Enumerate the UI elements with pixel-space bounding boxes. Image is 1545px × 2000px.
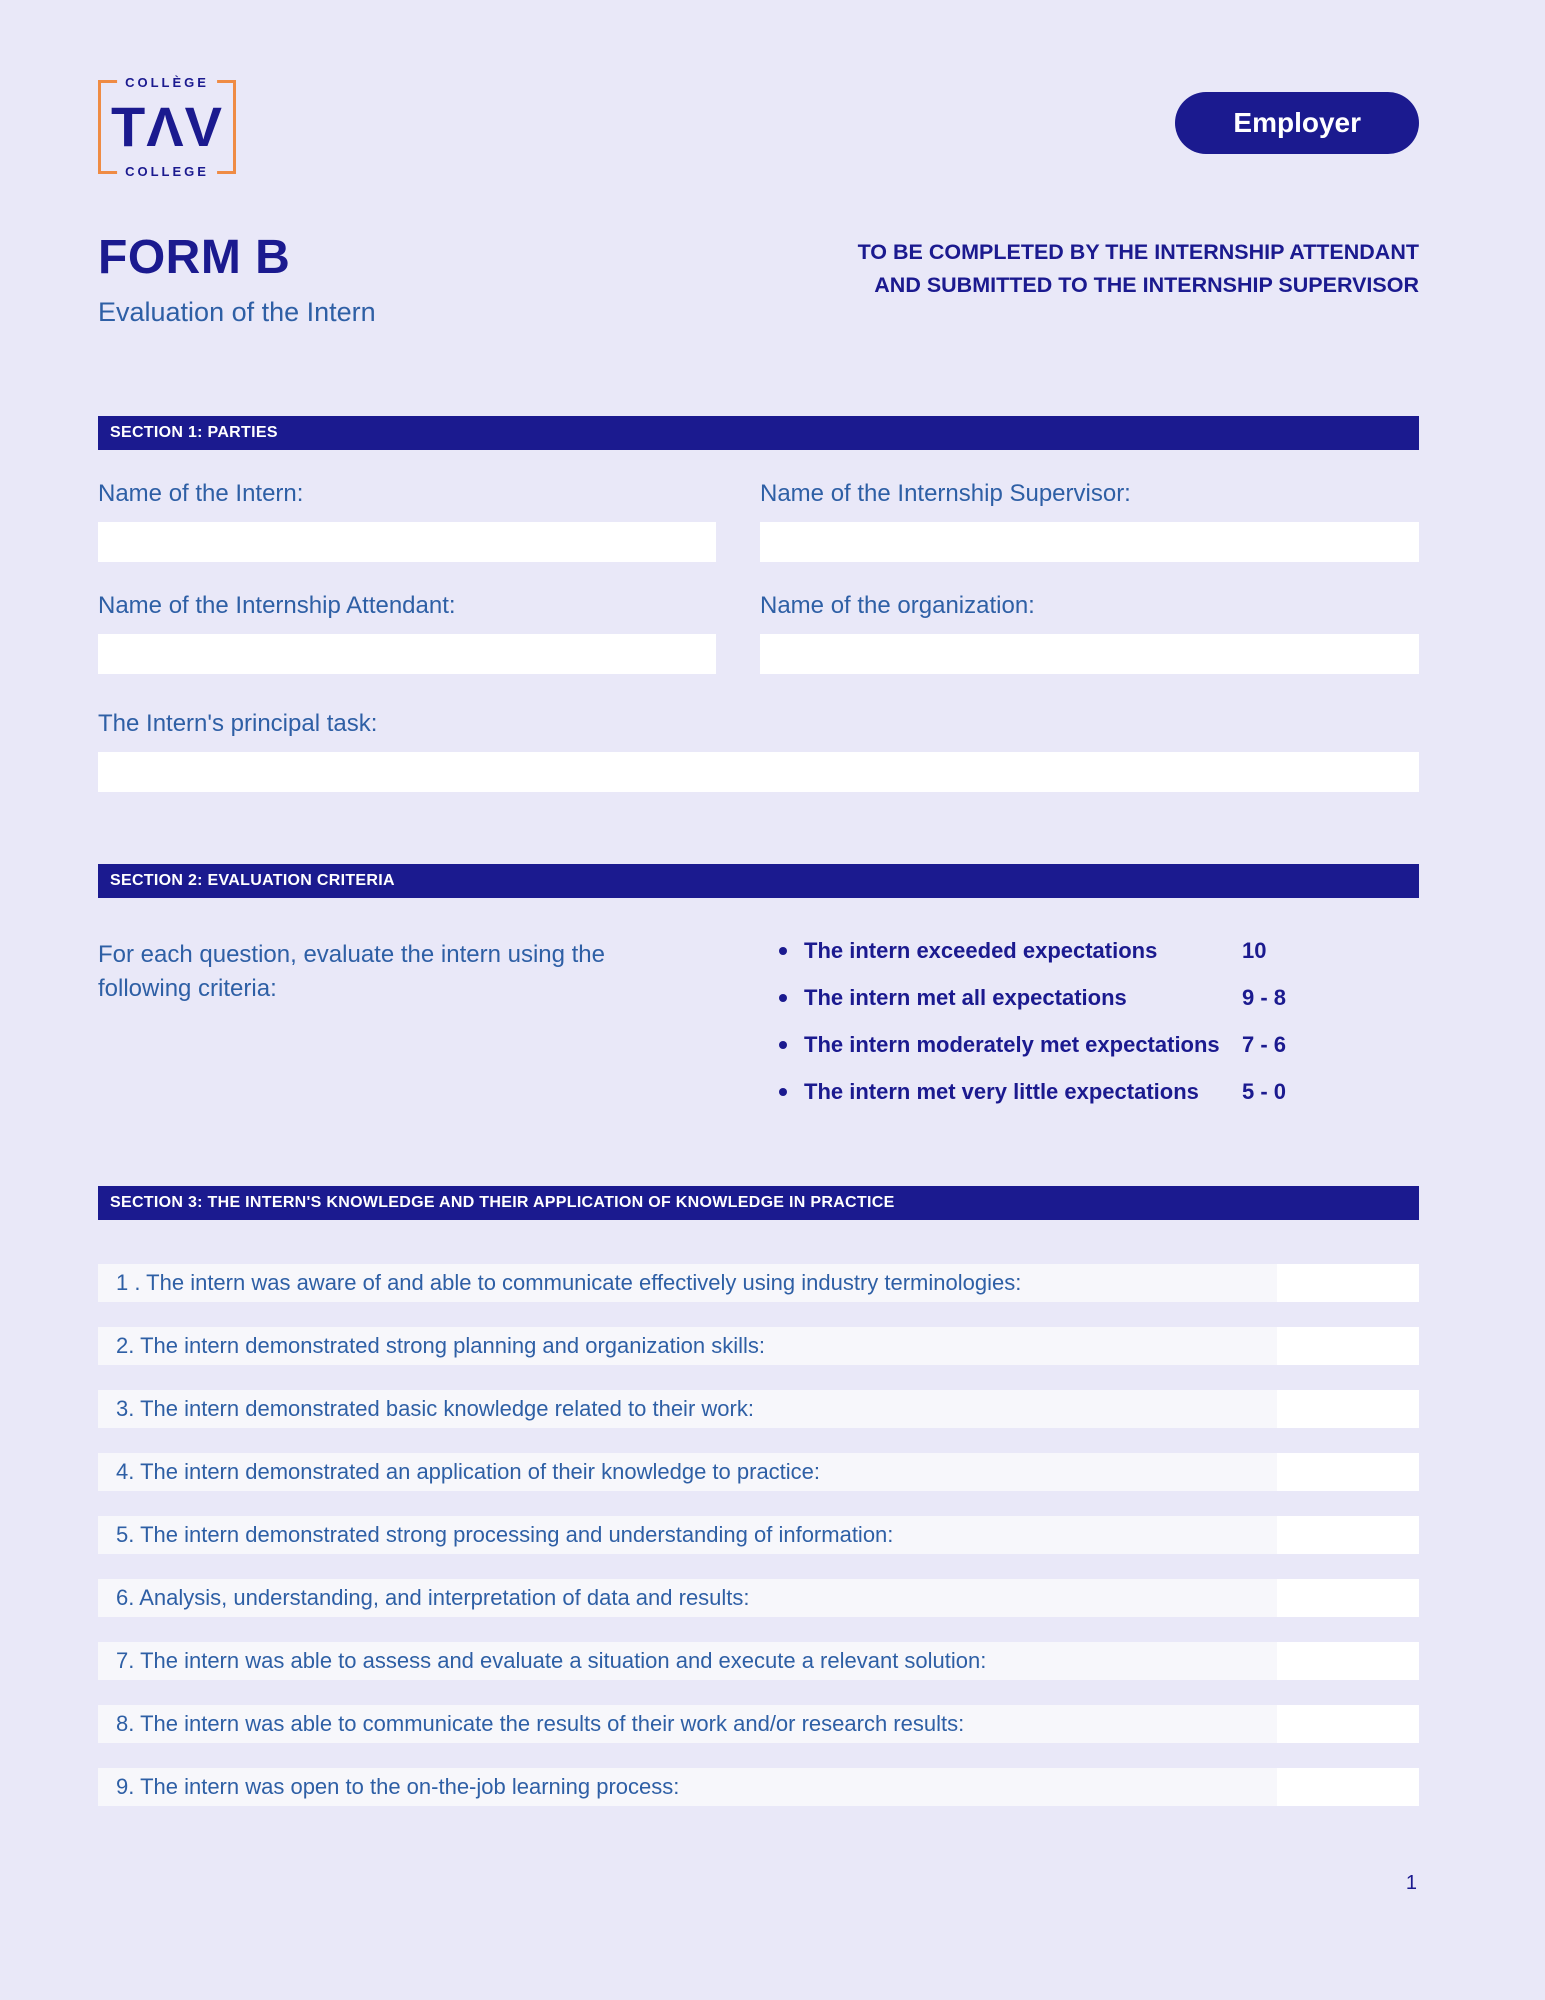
question-row — [98, 1453, 1419, 1491]
logo-name-text: TΛV — [111, 95, 223, 158]
criteria-label: The intern moderately met expectations — [804, 1032, 1220, 1057]
question-label: 9. The intern was open to the on-the-job learning process: — [116, 1774, 680, 1799]
attendant-name-input[interactable] — [98, 634, 716, 674]
criteria-score: 9 - 8 — [1242, 985, 1287, 1010]
completion-note — [858, 236, 1419, 328]
question-2-score-input[interactable] — [1277, 1327, 1419, 1365]
completion-note-line2: AND SUBMITTED TO THE INTERNSHIP SUPERVISOR — [874, 273, 1419, 298]
section1-fields — [98, 450, 1419, 674]
organization-name-input[interactable] — [760, 634, 1419, 674]
criteria-item — [779, 1079, 1419, 1105]
tav-college-logo — [98, 75, 236, 179]
form-subtitle: Evaluation of the Intern — [98, 297, 376, 327]
question-row — [98, 1705, 1419, 1743]
criteria-score: 10 — [1242, 938, 1267, 963]
question-label: 6. Analysis, understanding, and interpretation of data and results: — [116, 1585, 750, 1610]
title-row — [98, 230, 1419, 328]
question-label: 3. The intern demonstrated basic knowledge related to their work: — [116, 1396, 754, 1421]
principal-task-input[interactable] — [98, 752, 1419, 792]
title-block — [98, 230, 376, 328]
question-7-score-input[interactable] — [1277, 1642, 1419, 1680]
page-header — [98, 75, 1419, 179]
criteria-label: The intern met all expectations — [804, 985, 1127, 1010]
question-8-score-input[interactable] — [1277, 1705, 1419, 1743]
field-organization-name — [760, 592, 1419, 674]
question-row — [98, 1264, 1419, 1302]
logo-bottom-text: COLLEGE — [117, 164, 217, 179]
employer-badge: Employer — [1175, 92, 1419, 154]
bullet-icon — [779, 1041, 787, 1049]
question-4-score-input[interactable] — [1277, 1453, 1419, 1491]
section1-header: SECTION 1: PARTIES — [98, 416, 1419, 450]
question-9-score-input[interactable] — [1277, 1768, 1419, 1806]
criteria-score: 5 - 0 — [1242, 1079, 1287, 1104]
question-label: 4. The intern demonstrated an application of their knowledge to practice: — [116, 1459, 821, 1484]
logo-top-text: COLLÈGE — [117, 75, 217, 90]
criteria-score: 7 - 6 — [1242, 1032, 1287, 1057]
question-5-score-input[interactable] — [1277, 1516, 1419, 1554]
question-1-score-input[interactable] — [1277, 1264, 1419, 1302]
section3-header: SECTION 3: THE INTERN'S KNOWLEDGE AND THEIR APPLICATION OF KNOWLEDGE IN PRACTICE — [98, 1186, 1419, 1220]
criteria-list — [779, 938, 1419, 1126]
field-label: Name of the Internship Attendant: — [98, 592, 456, 619]
question-row — [98, 1327, 1419, 1365]
bullet-icon — [779, 994, 787, 1002]
intern-name-input[interactable] — [98, 522, 716, 562]
field-label: Name of the Intern: — [98, 480, 304, 507]
question-6-score-input[interactable] — [1277, 1579, 1419, 1617]
section2-body — [98, 938, 1419, 1126]
criteria-item — [779, 938, 1419, 964]
supervisor-name-input[interactable] — [760, 522, 1419, 562]
question-label: 7. The intern was able to assess and evaluate a situation and execute a relevant solution: — [116, 1648, 987, 1673]
question-3-score-input[interactable] — [1277, 1390, 1419, 1428]
completion-note-line1: TO BE COMPLETED BY THE INTERNSHIP ATTENDANT — [857, 240, 1419, 264]
question-label: 2. The intern demonstrated strong planning and organization skills: — [116, 1333, 765, 1358]
criteria-item — [779, 985, 1419, 1011]
bullet-icon — [779, 1088, 787, 1096]
field-label: Name of the Internship Supervisor: — [760, 480, 1131, 507]
bullet-icon — [779, 947, 787, 955]
criteria-item — [779, 1032, 1419, 1058]
question-row — [98, 1642, 1419, 1680]
criteria-label: The intern met very little expectations — [804, 1079, 1199, 1104]
question-label: 1 . The intern was aware of and able to communicate effectively using industry terminologies: — [116, 1270, 1022, 1295]
question-label: 5. The intern demonstrated strong processing and understanding of information: — [116, 1522, 894, 1547]
question-row — [98, 1579, 1419, 1617]
field-label: Name of the organization: — [760, 592, 1035, 619]
question-label: 8. The intern was able to communicate the results of their work and/or research results: — [116, 1711, 965, 1736]
question-row — [98, 1516, 1419, 1554]
field-principal-task — [98, 710, 1419, 792]
question-row — [98, 1768, 1419, 1806]
section2-header: SECTION 2: EVALUATION CRITERIA — [98, 864, 1419, 898]
page-number: 1 — [1405, 1872, 1417, 1894]
criteria-intro: For each question, evaluate the intern using the following criteria: — [98, 941, 605, 1002]
field-attendant-name — [98, 592, 716, 674]
field-supervisor-name — [760, 480, 1419, 562]
form-title: FORM B — [98, 231, 291, 284]
criteria-label: The intern exceeded expectations — [804, 938, 1158, 963]
field-intern-name — [98, 480, 716, 562]
question-row — [98, 1390, 1419, 1428]
field-label: The Intern's principal task: — [98, 710, 378, 737]
question-list — [98, 1264, 1419, 1806]
